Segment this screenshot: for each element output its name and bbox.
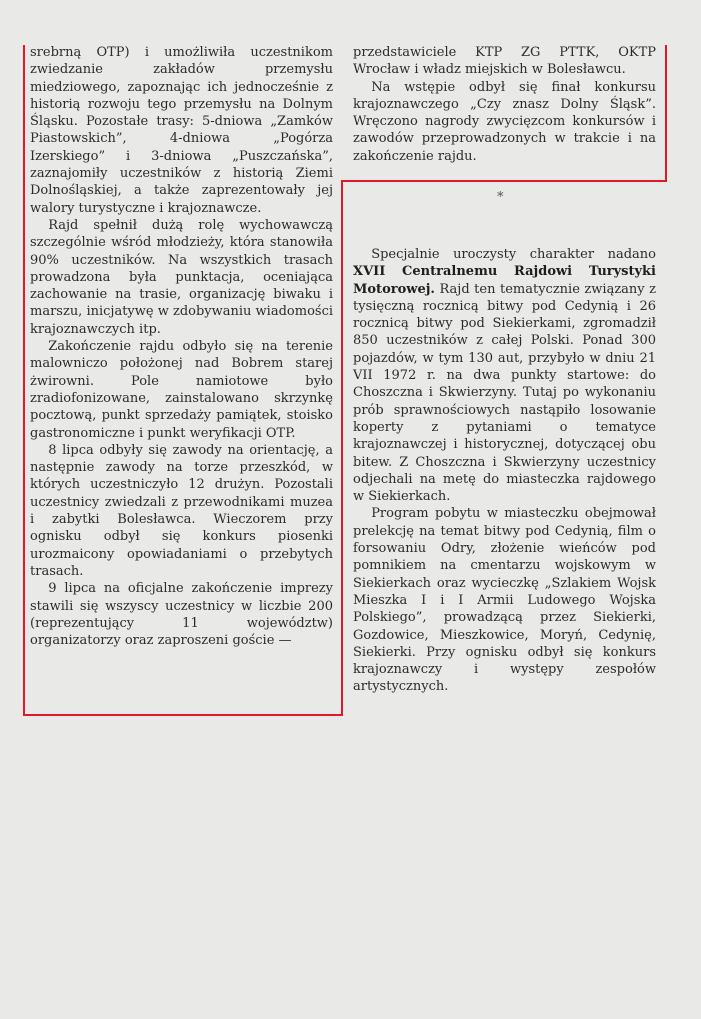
paragraph: 9 lipca na oficjalne zakończenie imprezy stawili się wszyscy uczestnicy w liczbie 200 (reprezentujący 11 województw) organizatorzy oraz zaproszeni goście — (30, 581, 333, 649)
paragraph-lead: Specjalnie uroczysty charakter nadano (371, 247, 656, 262)
paragraph-rest: Rajd ten tematycznie związany z tysięczną rocznicą bitwy pod Cedynią i 26 rocznicą bitwy pod Siekierkami, zgromadził 850 uczestników z całej Polski. Ponad 300 pojazdów, w tym 130 aut, przybyło w dniu 21 VII 1972 r. na dwa punkty startowe: do Choszczna i Skwierzyny. Tutaj po wykonaniu prób sprawnościowych nastąpiło losowanie koperty z pytaniami o tematyce krajoznawczej i historycznej, dotyczącej obu bitew. Z Choszczna i Skwierzyny uczestnicy odjechali na metę do miasteczka rajdowego w Siekierkach. (353, 281, 656, 505)
highlight-middle-vertical (341, 181, 343, 716)
paragraph: Na wstępie odbył się finał konkursu krajoznawczego „Czy znasz Dolny Śląsk”. Wręczono nagrody zwycięzcom konkursów i zawodów przeprowadzonych w trakcie i na zakończenie rajdu. (353, 79, 656, 164)
paragraph: 8 lipca odbyły się zawody na orientację, a następnie zawody na torze przeszkód, w których uczestniczyło 12 drużyn. Pozostali uczestnicy zwiedzali z przewodnikami muzea i zabytki Bolesławca. Wieczorem przy ognisku odbył się konkurs piosenki urozmaicony opowiadaniami o przebytych trasach. (30, 442, 333, 579)
section-separator: * (497, 190, 504, 205)
paragraph: Zakończenie rajdu odbyło się na terenie malowniczo położonej nad Bobrem starej żwirowni. Pole namiotowe było zradiofonizowane, zainstalowano skrzynkę pocztową, punkt sprzedaży pamiątek, stoisko gastronomiczne i punkt weryfikacji OTP. (30, 339, 333, 441)
left-text-column (30, 44, 333, 649)
paragraph (353, 246, 656, 505)
right-top-text-column (353, 44, 656, 165)
highlight-right-vertical (665, 45, 667, 182)
highlight-left-vertical (23, 45, 25, 716)
right-bottom-text-column (353, 246, 656, 696)
rally-name-bold: XVII Centralnemu Rajdowi Turystyki Motorowej. (353, 264, 656, 297)
paragraph: przedstawiciele KTP ZG PTTK, OKTP Wrocław i władz miejskich w Bolesławcu. (353, 45, 656, 78)
paragraph: Program pobytu w miasteczku obejmował prelekcję na temat bitwy pod Cedynią, film o forsowaniu Odry, złożenie wieńców pod pomnikiem na cmentarzu wojskowym w Siekierkach oraz wycieczkę „Szlakiem Wojsk Mieszka I i I Armii Ludowego Wojska Polskiego”, prowadzącą przez Siekierki, Gozdowice, Mieszkowice, Moryń, Cedynię, Siekierki. Przy ognisku odbył się konkurs krajoznawczy i występy zespołów artystycznych. (353, 506, 656, 695)
highlight-bottom-horizontal (23, 714, 343, 716)
highlight-top-horizontal (341, 180, 667, 182)
paragraph: srebrną OTP) i umożliwiła uczestnikom zwiedzanie zakładów przemysłu miedziowego, zapoznając ich jednocześnie z historią rozwoju tego przemysłu na Dolnym Śląsku. Pozostałe trasy: 5-dniowa „Zamków Piastowskich”, 4-dniowa „Pogórza Izerskiego” i 3-dniowa „Puszczańska”, zaznajomiły uczestników z historią Ziemi Dolnośląskiej, a także zaprezentowały jej walory turystyczne i krajoznawcze. (30, 45, 333, 216)
paragraph: Rajd spełnił dużą rolę wychowawczą szczególnie wśród młodzieży, która stanowiła 90% uczestników. Na wszystkich trasach prowadzona była punktacja, oceniająca zachowanie na trasie, organizację biwaku i marszu, inicjatywę w zdobywaniu wiadomości krajoznawczych itp. (30, 217, 334, 337)
